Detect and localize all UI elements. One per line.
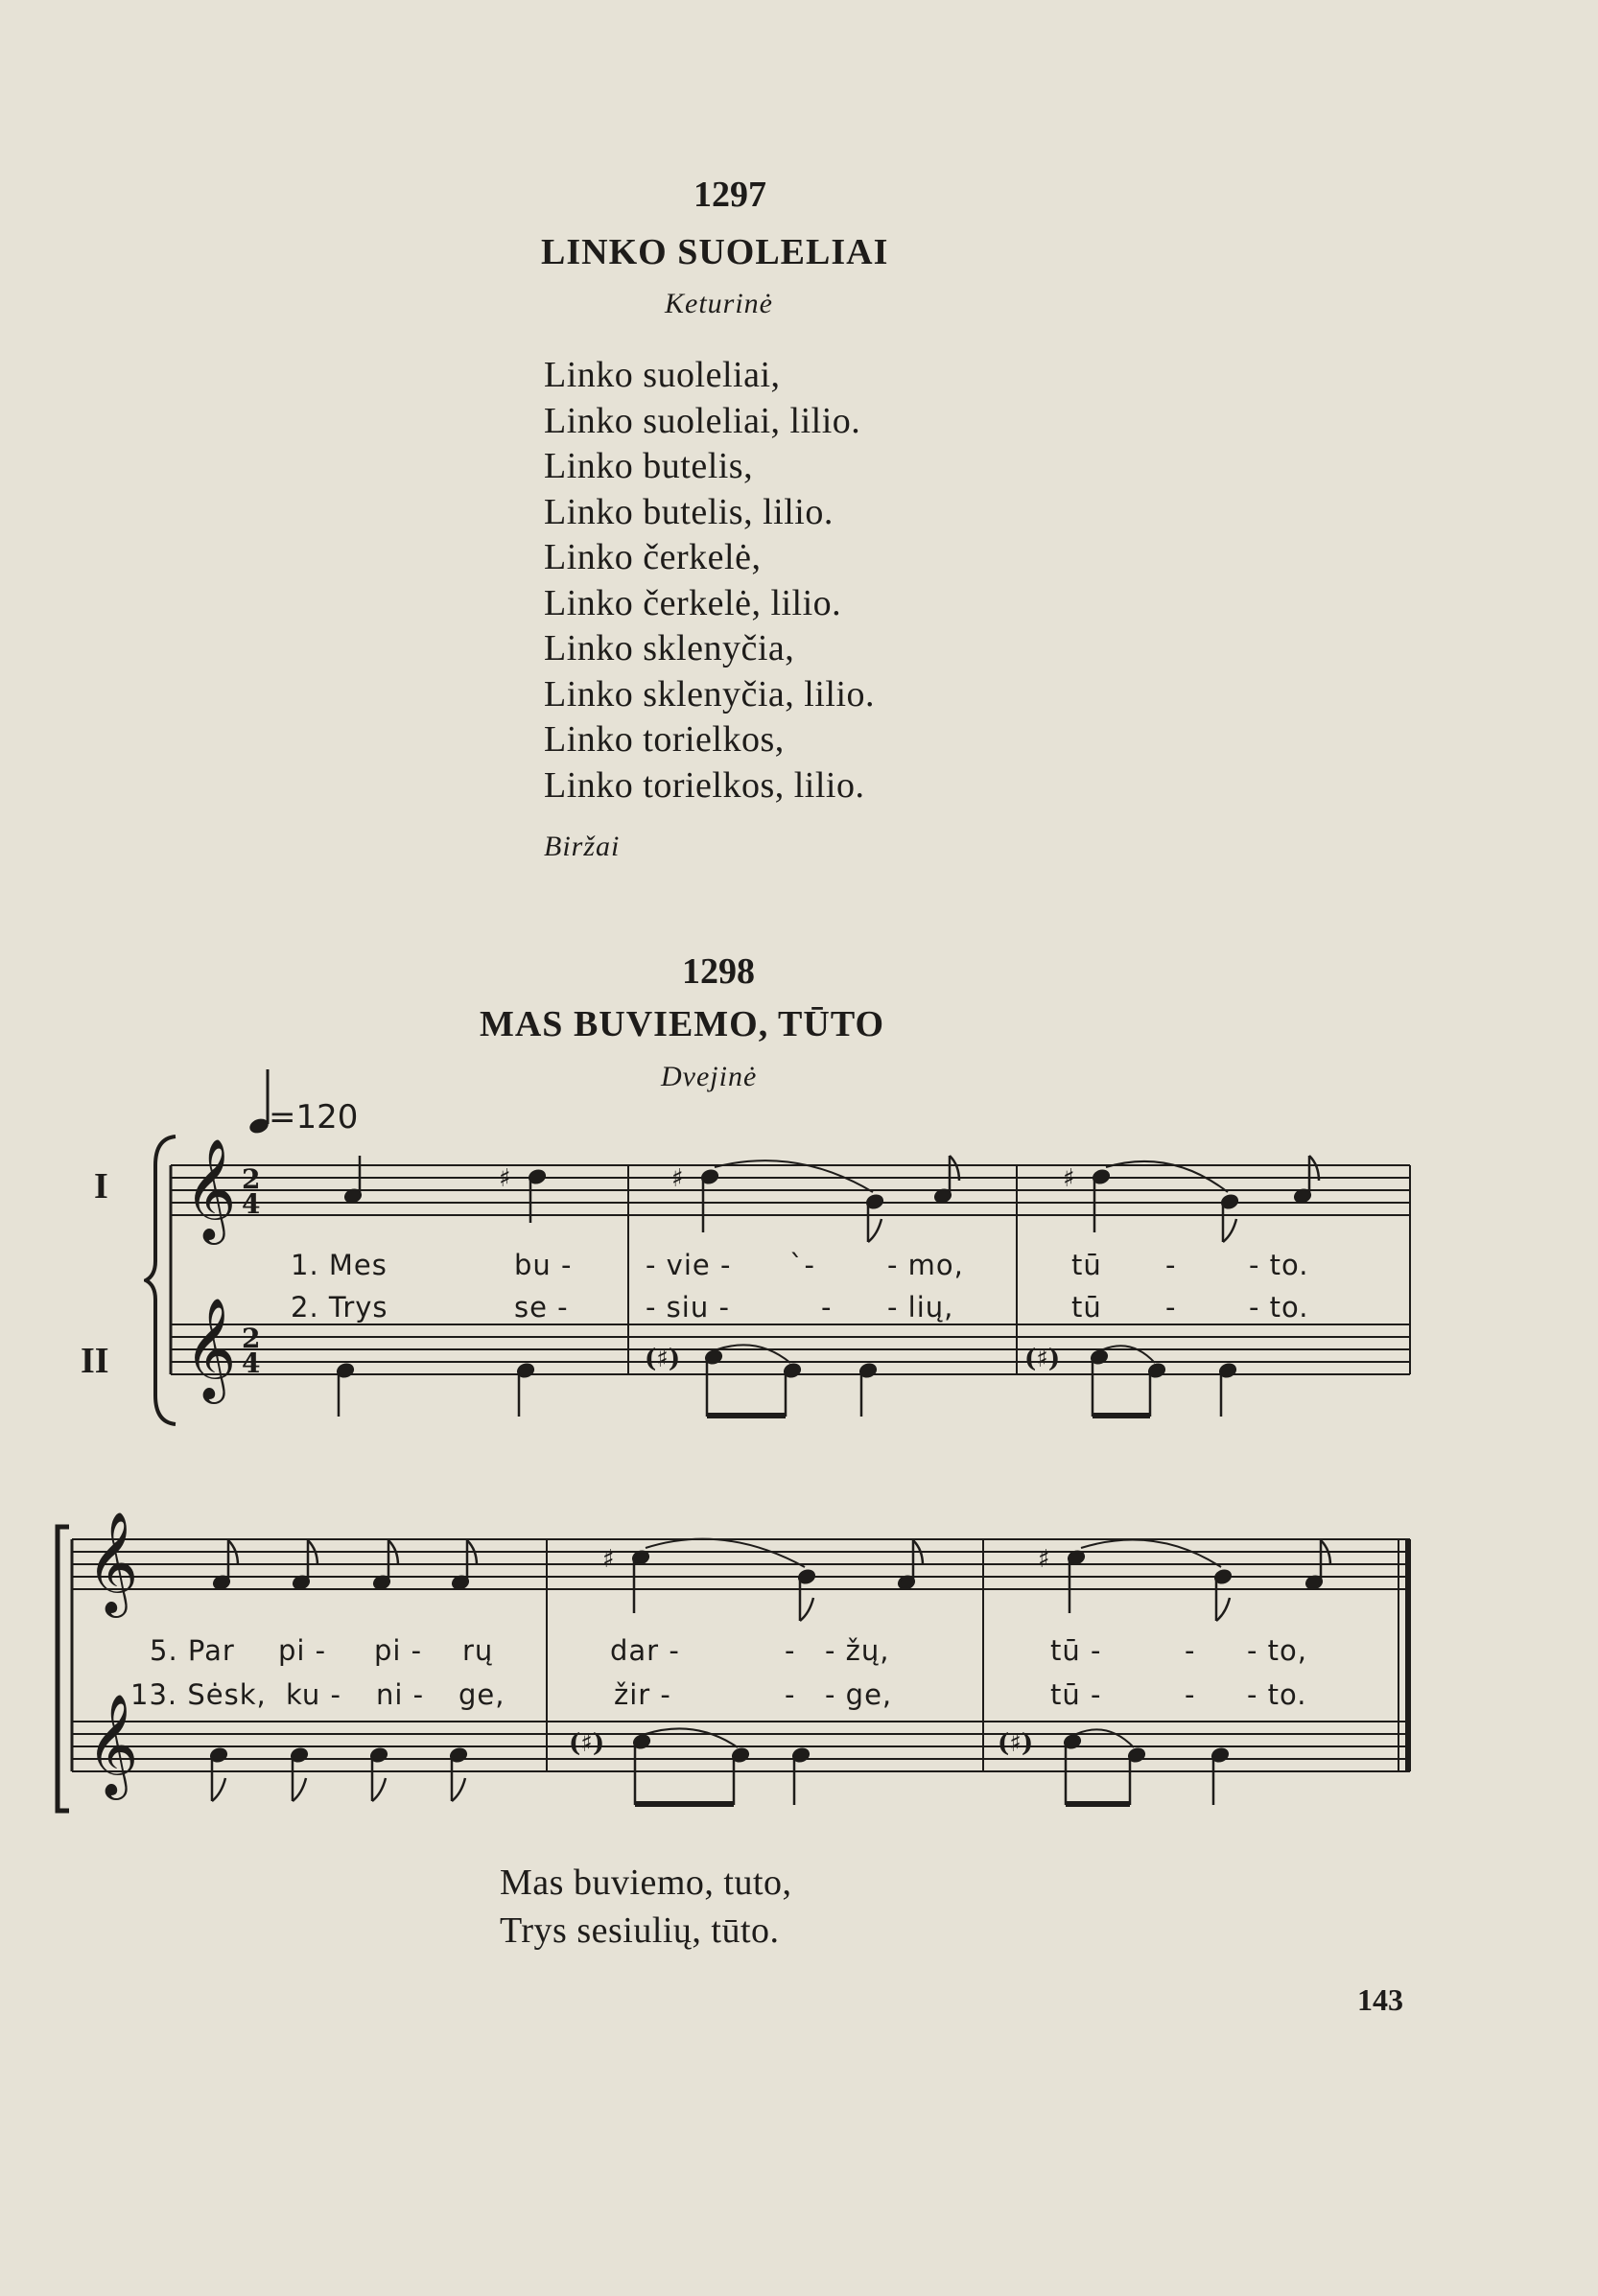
- lyric: -: [785, 1678, 796, 1711]
- lyric: 5. Par: [150, 1634, 235, 1667]
- verse-line: Linko torielkos,: [544, 719, 785, 760]
- lyric: dar -: [610, 1634, 680, 1667]
- lyric: `-: [789, 1249, 815, 1281]
- lyric: - lių,: [887, 1291, 954, 1324]
- lyric: - to.: [1247, 1678, 1307, 1711]
- accidental-paren: (♯): [569, 1729, 605, 1758]
- treble-clef-icon: 𝄞: [86, 1693, 139, 1795]
- lyric: - to.: [1249, 1249, 1309, 1281]
- lyric: se -: [514, 1291, 569, 1324]
- voice-label-2: II: [81, 1341, 109, 1381]
- lyric: - to,: [1247, 1634, 1308, 1667]
- lyric: -: [1185, 1634, 1196, 1667]
- treble-clef-icon: 𝄞: [184, 1137, 237, 1240]
- song-subtitle: Keturinė: [665, 288, 773, 319]
- lyric: -: [1165, 1291, 1177, 1324]
- lyric: bu -: [514, 1249, 573, 1281]
- verse-line: Linko suoleliai, lilio.: [544, 400, 861, 441]
- sharp-icon: ♯: [499, 1164, 511, 1193]
- lyric: 13. Sėsk,: [130, 1678, 267, 1711]
- lyric: pi -: [374, 1634, 423, 1667]
- lyric: -: [821, 1291, 833, 1324]
- lyric: - mo,: [887, 1249, 964, 1281]
- verse-line: Linko torielkos, lilio.: [544, 764, 865, 806]
- lyric: - siu -: [646, 1291, 730, 1324]
- accidental-paren: (♯): [645, 1345, 681, 1373]
- lyric: ni -: [376, 1678, 425, 1711]
- song-number: 1298: [682, 951, 755, 992]
- lyric: -: [785, 1634, 796, 1667]
- time-signature-bottom: 4: [242, 1188, 261, 1220]
- sharp-icon: ♯: [602, 1545, 615, 1574]
- verse-line: Linko sklenyčia,: [544, 628, 795, 668]
- lyric: rų: [462, 1634, 494, 1667]
- lyric: ge,: [458, 1678, 505, 1711]
- treble-clef-icon: 𝄞: [184, 1297, 237, 1399]
- song-title: MAS BUVIEMO, TŪTO: [480, 1004, 885, 1044]
- lyric: 2. Trys: [291, 1291, 388, 1324]
- music-system-2: [53, 1506, 1434, 1832]
- song-subtitle: Dvejinė: [661, 1061, 758, 1092]
- lyric: tū -: [1050, 1634, 1102, 1667]
- lyric: - žų,: [825, 1634, 890, 1667]
- verse-line: Linko sklenyčia, lilio.: [544, 673, 876, 715]
- tempo-marking: =120: [269, 1098, 359, 1136]
- accidental-paren: (♯): [998, 1729, 1034, 1758]
- song-title: LINKO SUOLELIAI: [541, 232, 889, 272]
- sharp-icon: ♯: [671, 1164, 684, 1193]
- sharp-icon: ♯: [1063, 1164, 1075, 1193]
- sharp-icon: ♯: [1038, 1545, 1050, 1574]
- lyric: -: [1165, 1249, 1177, 1281]
- verse-line: Linko čerkelė,: [544, 537, 762, 577]
- lyric: tū: [1071, 1249, 1102, 1281]
- song-number: 1297: [693, 175, 766, 215]
- time-signature-top: 2: [242, 1163, 261, 1195]
- song-verse: [544, 353, 875, 808]
- page-number: 143: [1357, 1982, 1403, 2017]
- verse-line: Linko butelis,: [544, 446, 754, 486]
- verse-line: Linko čerkelė, lilio.: [544, 582, 842, 623]
- lyric: - to.: [1249, 1291, 1309, 1324]
- lyric: tū -: [1050, 1678, 1102, 1711]
- lyric: pi -: [278, 1634, 327, 1667]
- verse-line: Linko butelis, lilio.: [544, 491, 834, 532]
- lyric: - vie -: [646, 1249, 732, 1281]
- verse-line: Linko suoleliai,: [544, 355, 781, 395]
- lyric: žir -: [614, 1678, 671, 1711]
- song-text: [500, 1859, 792, 1955]
- text-line: Trys sesiulių, tūto.: [500, 1910, 780, 1951]
- voice-label-1: I: [94, 1166, 108, 1207]
- time-signature-top: 2: [242, 1323, 261, 1354]
- song-place: Biržai: [544, 831, 621, 862]
- accidental-paren: (♯): [1024, 1345, 1061, 1373]
- text-line: Mas buviemo, tuto,: [500, 1863, 792, 1903]
- lyric: 1. Mes: [291, 1249, 388, 1281]
- treble-clef-icon: 𝄞: [86, 1511, 139, 1613]
- lyric: -: [1185, 1678, 1196, 1711]
- lyric: tū: [1071, 1291, 1102, 1324]
- lyric: ku -: [286, 1678, 341, 1711]
- time-signature-bottom: 4: [242, 1347, 261, 1379]
- lyric: - ge,: [825, 1678, 893, 1711]
